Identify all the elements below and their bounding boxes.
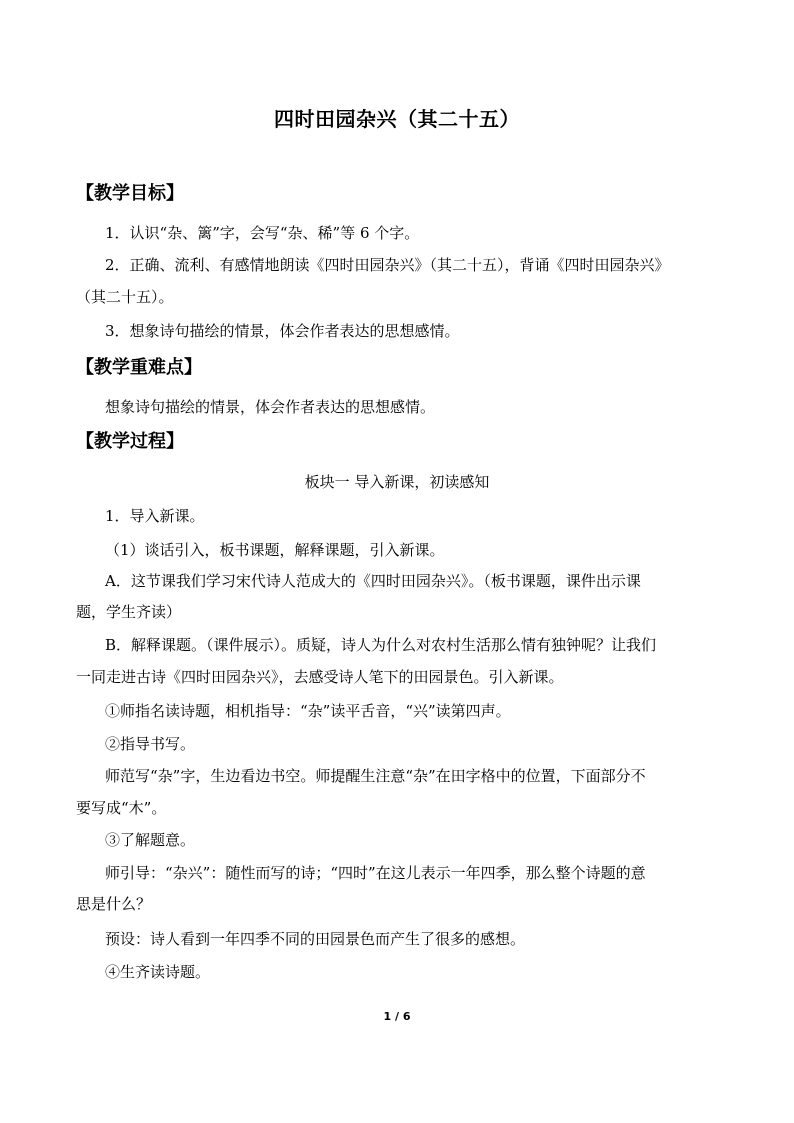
sub-step-2-text-line-2: 要写成“木”。 bbox=[76, 799, 167, 817]
sub-step-1: ①师指名读诗题，相机指导：“杂”读平舌音，“兴”读第四声。 bbox=[105, 702, 511, 720]
goal-item-2-continued: （其二十五）。 bbox=[76, 288, 174, 306]
step-1: 1．导入新课。 bbox=[105, 507, 205, 525]
sub-step-3-text-line-1: 师引导：“杂兴”：随性而写的诗；“四时”在这儿表示一年四季，那么整个诗题的意 bbox=[105, 864, 646, 882]
sub-step-3-text-line-2: 思是什么？ bbox=[76, 895, 152, 913]
section-heading-process: 【教学过程】 bbox=[76, 431, 184, 452]
sub-step-3: ③了解题意。 bbox=[105, 831, 196, 849]
step-1-1: （1）谈话引入，板书课题，解释课题，引入新课。 bbox=[105, 541, 445, 559]
section-heading-key-points: 【教学重难点】 bbox=[76, 357, 202, 378]
page-title: 四时田园杂兴（其二十五） bbox=[274, 107, 520, 131]
preset-answer: 预设：诗人看到一年四季不同的田园景色而产生了很多的感想。 bbox=[105, 930, 526, 948]
sub-step-2-text-line-1: 师范写“杂”字，生边看边书空。师提醒生注意“杂”在田字格中的位置，下面部分不 bbox=[105, 767, 646, 785]
paragraph-a-line-1: A．这节课我们学习宋代诗人范成大的《四时田园杂兴》。（板书课题，课件出示课 bbox=[105, 572, 641, 590]
goal-item-1: 1．认识“杂、篱”字，会写“杂、稀”等 6 个字。 bbox=[105, 224, 420, 242]
page-number: 1 / 6 bbox=[383, 1010, 411, 1023]
goal-item-2: 2．正确、流利、有感情地朗读《四时田园杂兴》（其二十五），背诵《四时田园杂兴》 bbox=[105, 256, 670, 274]
goal-item-3: 3．想象诗句描绘的情景，体会作者表达的思想感情。 bbox=[105, 322, 460, 340]
sub-step-2: ②指导书写。 bbox=[105, 735, 196, 753]
sub-step-4: ④生齐读诗题。 bbox=[105, 963, 211, 981]
key-points-text: 想象诗句描绘的情景，体会作者表达的思想感情。 bbox=[105, 398, 436, 416]
block-title: 板块一 导入新课，初读感知 bbox=[304, 473, 490, 491]
paragraph-b-line-2: 一同走进古诗《四时田园杂兴》，去感受诗人笔下的田园景色。引入新课。 bbox=[76, 668, 564, 686]
paragraph-b-line-1: B．解释课题。（课件展示）。质疑，诗人为什么对农村生活那么情有独钟呢？让我们 bbox=[105, 636, 657, 654]
paragraph-a-line-2: 题，学生齐读） bbox=[76, 603, 182, 621]
section-heading-goals: 【教学目标】 bbox=[76, 183, 184, 204]
